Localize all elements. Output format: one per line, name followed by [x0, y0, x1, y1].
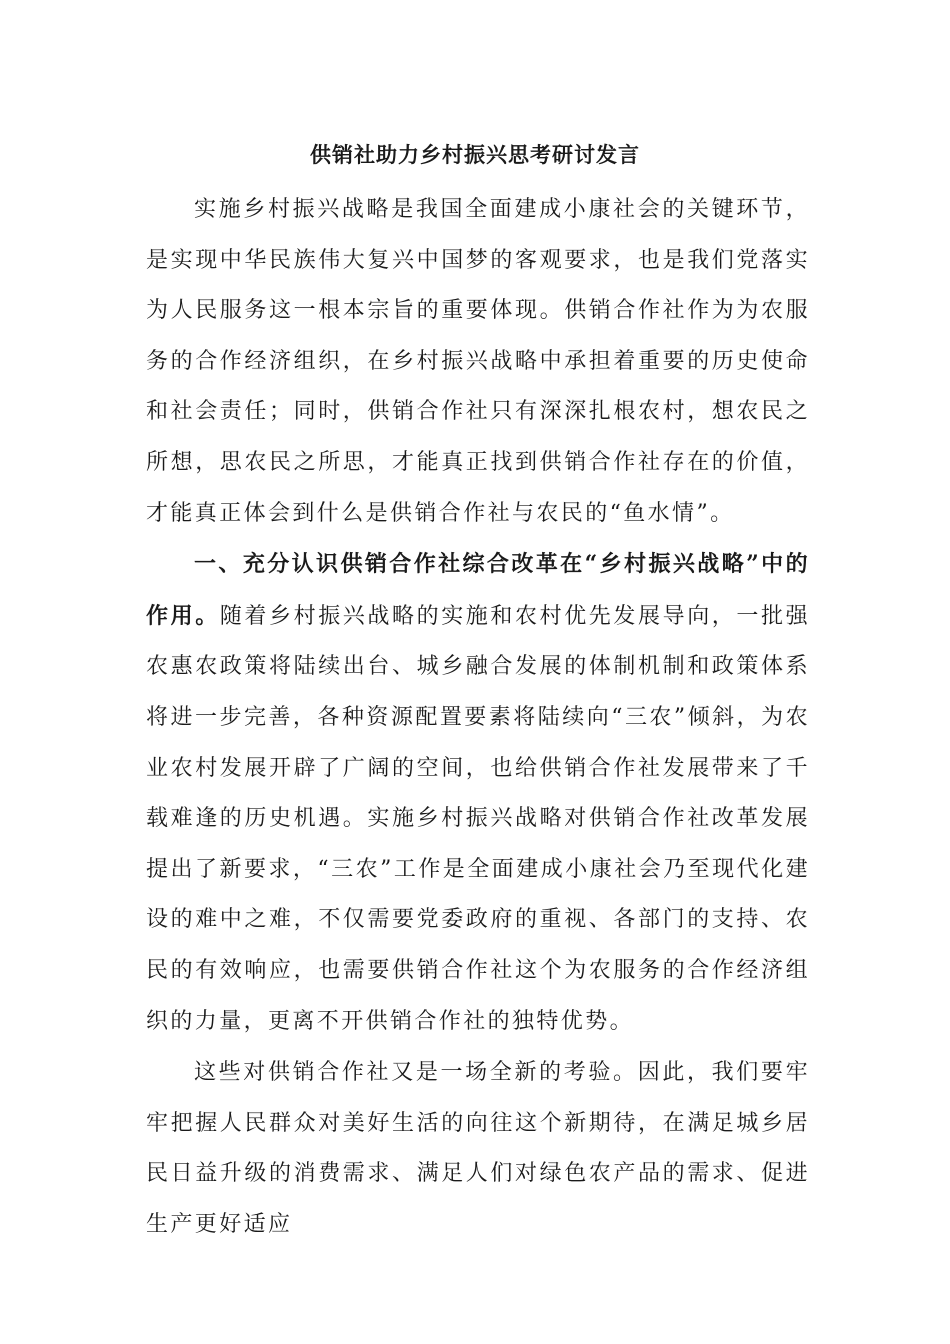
- document-title: 供销社助力乡村振兴思考研讨发言: [310, 142, 640, 167]
- paragraph-section-one: [146, 539, 810, 1047]
- paragraph-challenge: [146, 1047, 810, 1250]
- paragraph-text: 随着乡村振兴战略的实施和农村优先发展导向，一批强农惠农政策将陆续出台、城乡融合发展的体制机制和政策体系将进一步完善，各种资源配置要素将陆续向“三农”倾斜，为农业农村发展开辟了广阔的空间，也给供销合作社发展带来了千载难逢的历史机遇。实施乡村振兴战略对供销合作社改革发展提出了新要求，“三农”工作是全面建成小康社会乃至现代化建设的难中之难，不仅需要党委政府的重视、各部门的支持、农民的有效响应，也需要供销合作社这个为农服务的合作经济组织的力量，更离不开供销合作社的独特优势。: [146, 603, 811, 1034]
- paragraph-intro: [146, 184, 810, 539]
- document-body: [146, 184, 810, 1250]
- section-heading: 一、充分认识供销合作社综合改革在“乡村振兴战略”中的作用。: [146, 551, 810, 629]
- paragraph-text: 这些对供销合作社又是一场全新的考验。因此，我们要牢牢把握人民群众对美好生活的向往这个新期待，在满足城乡居民日益升级的消费需求、满足人们对绿色农产品的需求、促进生产更好适应: [146, 1060, 810, 1237]
- paragraph-text: 实施乡村振兴战略是我国全面建成小康社会的关键环节，是实现中华民族伟大复兴中国梦的客观要求，也是我们党落实为人民服务这一根本宗旨的重要体现。供销合作社作为为农服务的合作经济组织，在乡村振兴战略中承担着重要的历史使命和社会责任；同时，供销合作社只有深深扎根农村，想农民之所想，思农民之所思，才能真正找到供销合作社存在的价值，才能真正体会到什么是供销合作社与农民的“鱼水情”。: [146, 197, 810, 526]
